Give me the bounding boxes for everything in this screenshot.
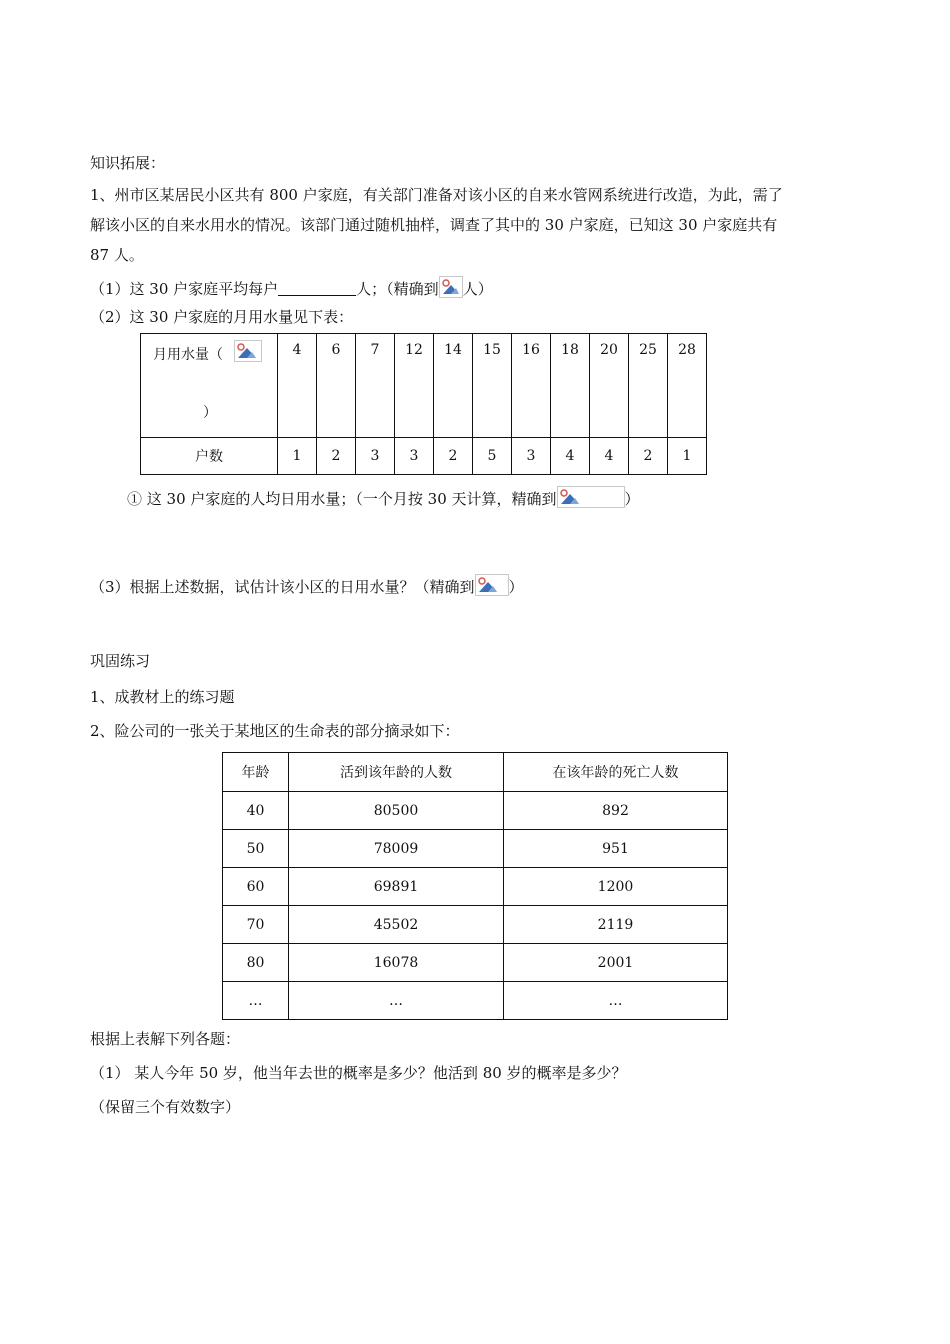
life-table-header: 活到该年龄的人数 — [289, 753, 504, 792]
life-table-cell: 80500 — [289, 792, 504, 830]
life-table-cell: 45502 — [289, 906, 504, 944]
life-table-row — [223, 906, 728, 944]
water-usage-header-cell — [141, 334, 278, 438]
household-count: 3 — [356, 438, 395, 475]
household-count: 3 — [395, 438, 434, 475]
life-table-row — [223, 830, 728, 868]
broken-image-icon — [557, 486, 625, 508]
life-table-cell: 892 — [504, 792, 728, 830]
after-table-text: 根据上表解下列各题： — [90, 1030, 241, 1048]
life-table-cell: 1200 — [504, 868, 728, 906]
life-table-cell: 69891 — [289, 868, 504, 906]
section-title-practice: 巩固练习 — [90, 652, 151, 670]
water-usage-value: 12 — [395, 334, 434, 438]
life-table-cell: … — [289, 982, 504, 1020]
question3-suffix: ） — [508, 578, 524, 596]
subquestion1-suffix: ） — [624, 490, 640, 508]
life-table — [222, 752, 728, 1020]
life-table-row — [223, 868, 728, 906]
water-usage-value: 6 — [317, 334, 356, 438]
household-count: 5 — [473, 438, 512, 475]
life-table-header: 在该年龄的死亡人数 — [504, 753, 728, 792]
water-usage-label-close: ） — [203, 405, 217, 421]
broken-image-icon — [439, 276, 463, 298]
broken-image-icon — [475, 574, 509, 596]
life-table-cell: 78009 — [289, 830, 504, 868]
water-usage-value: 20 — [590, 334, 629, 438]
life-table-cell: 60 — [223, 868, 289, 906]
question3 — [90, 574, 524, 597]
water-usage-value: 25 — [629, 334, 668, 438]
practice-question1-note: （保留三个有效数字） — [90, 1098, 241, 1116]
life-table-cell: 70 — [223, 906, 289, 944]
water-usage-value: 7 — [356, 334, 395, 438]
life-table-header-row — [223, 753, 728, 792]
life-table-cell: … — [504, 982, 728, 1020]
household-count: 2 — [317, 438, 356, 475]
life-table-cell: 951 — [504, 830, 728, 868]
household-count: 1 — [668, 438, 707, 475]
household-count: 3 — [512, 438, 551, 475]
household-count: 2 — [434, 438, 473, 475]
practice-item1: 1、成教材上的练习题 — [90, 688, 235, 706]
household-count: 1 — [278, 438, 317, 475]
question1-suffix: 人） — [462, 280, 493, 298]
water-usage-label: 月用水量（ — [153, 347, 223, 363]
water-usage-row — [141, 334, 707, 438]
water-usage-value: 4 — [278, 334, 317, 438]
question2: （2）这 30 户家庭的月用水量见下表： — [90, 308, 354, 326]
question1-mid: 人；（精确到 — [356, 280, 439, 298]
life-table-row — [223, 944, 728, 982]
water-usage-table — [140, 333, 707, 475]
question3-prefix: （3）根据上述数据，试估计该小区的日用水量？（精确到 — [90, 578, 475, 596]
water-usage-value: 14 — [434, 334, 473, 438]
problem1-line1: 1、州市区某居民小区共有 800 户家庭，有关部门准备对该小区的自来水管网系统进行改造，为此，需了 — [90, 186, 783, 204]
life-table-cell: 16078 — [289, 944, 504, 982]
water-usage-value: 15 — [473, 334, 512, 438]
household-count: 4 — [590, 438, 629, 475]
household-count-label: 户数 — [141, 438, 278, 475]
water-usage-value: 28 — [668, 334, 707, 438]
broken-image-icon — [234, 340, 262, 362]
section-title-knowledge: 知识拓展： — [90, 154, 166, 172]
practice-item2: 2、险公司的一张关于某地区的生命表的部分摘录如下： — [90, 722, 460, 740]
subquestion1 — [127, 486, 640, 509]
household-count: 4 — [551, 438, 590, 475]
question1-prefix: （1）这 30 户家庭平均每户 — [90, 280, 279, 298]
life-table-cell: 40 — [223, 792, 289, 830]
problem1-line3: 87 人。 — [90, 246, 144, 264]
water-usage-value: 18 — [551, 334, 590, 438]
water-usage-value: 16 — [512, 334, 551, 438]
question1 — [90, 276, 493, 299]
life-table-cell: 50 — [223, 830, 289, 868]
household-count-row — [141, 438, 707, 475]
life-table-cell: … — [223, 982, 289, 1020]
problem1-line2: 解该小区的自来水用水的情况。该部门通过随机抽样，调查了其中的 30 户家庭，已知这 30 户家庭共有 — [90, 216, 778, 234]
life-table-row — [223, 982, 728, 1020]
subquestion1-prefix: ① 这 30 户家庭的人均日用水量；（一个月按 30 天计算，精确到 — [127, 490, 557, 508]
life-table-header: 年龄 — [223, 753, 289, 792]
practice-question1: （1） 某人今年 50 岁，他当年去世的概率是多少？他活到 80 岁的概率是多少？ — [90, 1064, 627, 1082]
life-table-row — [223, 792, 728, 830]
life-table-cell: 2001 — [504, 944, 728, 982]
answer-blank — [278, 281, 356, 296]
life-table-cell: 80 — [223, 944, 289, 982]
life-table-cell: 2119 — [504, 906, 728, 944]
household-count: 2 — [629, 438, 668, 475]
